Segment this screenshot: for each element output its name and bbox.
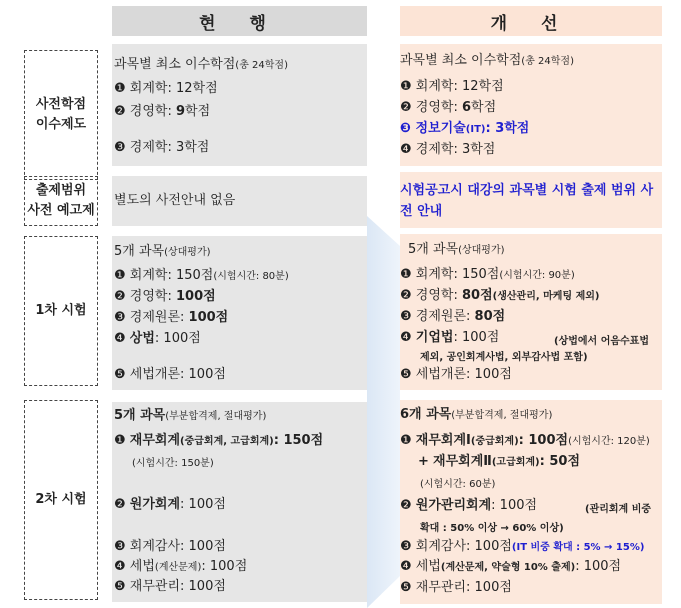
r1-new-item3-note: (IT) xyxy=(465,124,486,135)
row-label-second-exam: 2차 시험 xyxy=(24,400,98,600)
r1-cur-item2-val: 9 xyxy=(175,104,186,119)
r4-new-item3: 회계감사: 100점 xyxy=(415,539,512,554)
r3-new-item3-val: 80점 xyxy=(474,309,506,324)
r1-cur-title: 과목별 최소 이수학점 xyxy=(114,57,236,72)
num-2: ❷ xyxy=(400,288,412,303)
r3-cur-item4-val: : 100점 xyxy=(154,331,201,346)
num-1: ❶ xyxy=(400,267,412,282)
num-3: ❸ xyxy=(400,539,412,554)
r4-current-box xyxy=(112,402,367,602)
r1-cur-title-note: (총 24학점) xyxy=(235,60,288,71)
num-1: ❶ xyxy=(114,268,126,283)
r3-cur-item3-name: 경제원론: xyxy=(129,310,189,325)
r1-cur-item1: 회계학: 12학점 xyxy=(129,81,218,96)
r4-new-item4: 세법 xyxy=(415,559,441,574)
r4-new-item5: 재무관리: 100점 xyxy=(415,580,512,595)
r4-new-item1-name2: 재무회계Ⅱ xyxy=(433,454,492,469)
r3-new-item4-name: 기업법 xyxy=(415,330,454,345)
num-1: ❶ xyxy=(400,79,412,94)
r4-new-item1-val: : 100점 xyxy=(518,433,569,448)
r4-new-item1-note3: (고급회계) xyxy=(491,457,540,468)
r3-cur-item4-name: 상법 xyxy=(129,331,155,346)
r4-cur-item4-val: : 100점 xyxy=(201,559,248,574)
r1-new-item4: 경제학: 3학점 xyxy=(415,142,496,157)
num-1: ❶ xyxy=(114,81,126,96)
r3-new-item3-name: 경제원론: xyxy=(415,309,475,324)
r3-new-item1-note: (시험시간: 90분) xyxy=(499,270,575,281)
num-5: ❺ xyxy=(400,580,412,595)
r2-new-text: 시험공고시 대강의 과목별 시험 출제 범위 사전 안내 xyxy=(400,183,654,219)
r1-new-item3-name: 정보기술 xyxy=(415,121,466,136)
r3-new-item4-note: (상법에서 어음수표법 제외, 공인회계사법, 외부감사법 포함) xyxy=(420,336,649,363)
r1-new-item2-name: 경영학: xyxy=(415,100,462,115)
row-label-prerequisite: 사전학점 이수제도 xyxy=(24,50,98,180)
r1-current-box xyxy=(112,44,367,166)
r1-improved-box xyxy=(400,44,662,166)
r1-new-item2-val: 6 xyxy=(461,100,472,115)
num-5: ❺ xyxy=(114,579,126,594)
r3-cur-item2-val: 100점 xyxy=(175,289,216,304)
r3-new-title-note: (상대평가) xyxy=(458,245,505,256)
row-label-first-exam: 1차 시험 xyxy=(24,236,98,386)
r4-new-item1-val2: : 50점 xyxy=(539,454,580,469)
r4-cur-item2-name: 원가회계 xyxy=(129,497,181,512)
num-3: ❸ xyxy=(114,539,126,554)
num-2: ❷ xyxy=(400,100,412,115)
r2-improved-box xyxy=(400,172,662,228)
r3-improved-box xyxy=(400,234,662,390)
r4-new-title: 6개 과목 xyxy=(400,407,452,422)
r1-new-title: 과목별 최소 이수학점 xyxy=(400,53,522,68)
r4-new-title-note: (부분합격제, 절대평가) xyxy=(451,410,553,421)
num-3: ❸ xyxy=(114,310,126,325)
num-4: ❹ xyxy=(114,331,126,346)
r1-new-title-note: (총 24학점) xyxy=(521,56,574,67)
r4-new-item4-val: : 100점 xyxy=(575,559,622,574)
r3-cur-item1-note: (시험시간: 80분) xyxy=(213,271,289,282)
r4-cur-item4: 세법 xyxy=(129,559,155,574)
num-3: ❸ xyxy=(400,309,412,324)
r4-cur-title: 5개 과목 xyxy=(114,408,166,423)
r4-new-item3-note: (IT 비중 확대 : 5% → 15%) xyxy=(511,542,645,553)
r1-cur-item2-name: 경영학: xyxy=(129,104,176,119)
r4-improved-box xyxy=(400,400,662,604)
header-improved: 개 선 xyxy=(400,6,662,36)
r4-new-item4-note: (계산문제, 약술형 10% 출제) xyxy=(440,562,576,573)
r4-cur-title-note: (부분합격제, 절대평가) xyxy=(165,411,267,422)
r4-cur-item1-note2: (시험시간: 150분) xyxy=(132,458,214,469)
r4-cur-item1-val: : 150점 xyxy=(273,433,324,448)
row-label-scope-notice: 출제범위 사전 예고제 xyxy=(24,176,98,226)
num-2: ❷ xyxy=(114,289,126,304)
r3-new-item5: 세법개론: 100점 xyxy=(415,367,512,382)
num-2: ❷ xyxy=(114,497,126,512)
num-5: ❺ xyxy=(400,367,412,382)
r3-cur-title-note: (상대평가) xyxy=(164,247,211,258)
r4-new-item1-note: (중급회계) xyxy=(470,436,519,447)
num-4: ❹ xyxy=(400,559,412,574)
num-4: ❹ xyxy=(400,330,412,345)
r1-cur-item2-suffix: 학점 xyxy=(185,104,211,119)
r3-cur-item5: 세법개론: 100점 xyxy=(129,367,226,382)
r4-cur-item1-note: (중급회계, 고급회계) xyxy=(180,436,274,447)
r3-new-item4-val: : 100점 xyxy=(453,330,500,345)
r4-new-item1-plus: + xyxy=(418,454,429,469)
r3-new-item2-note: (생산관리, 마케팅 제외) xyxy=(492,291,600,302)
r3-new-title: 5개 과목 xyxy=(408,242,459,257)
r3-cur-item2-name: 경영학: xyxy=(129,289,176,304)
num-2: ❷ xyxy=(400,498,412,513)
header-current: 현 행 xyxy=(112,6,367,36)
r4-cur-item4-note: (계산문제) xyxy=(154,562,202,573)
r4-new-item2-val: : 100점 xyxy=(491,498,538,513)
num-1: ❶ xyxy=(400,433,412,448)
r1-new-item1: 회계학: 12학점 xyxy=(415,79,504,94)
r4-cur-item3: 회계감사: 100점 xyxy=(129,539,226,554)
num-3: ❸ xyxy=(114,140,126,155)
r4-cur-item2-val: : 100점 xyxy=(180,497,226,512)
num-4: ❹ xyxy=(400,142,412,157)
r4-new-item1-note2: (시험시간: 120분) xyxy=(568,436,650,447)
r4-cur-item1-name: 재무회계 xyxy=(129,433,181,448)
num-2: ❷ xyxy=(114,104,126,119)
r1-new-item3-val: : 3학점 xyxy=(485,121,530,136)
transition-arrow xyxy=(367,216,400,608)
r1-new-item2-suffix: 학점 xyxy=(471,100,497,115)
r4-cur-item5: 재무관리: 100점 xyxy=(129,579,226,594)
r4-new-item1-note4: (시험시간: 60분) xyxy=(420,479,496,490)
r4-new-item1-name: 재무회계Ⅰ xyxy=(415,433,471,448)
r2-current-box xyxy=(112,176,367,226)
num-3: ❸ xyxy=(400,121,412,136)
r1-cur-item3: 경제학: 3학점 xyxy=(129,140,210,155)
r3-new-item2-name: 경영학: xyxy=(415,288,462,303)
r3-current-box xyxy=(112,236,367,390)
num-5: ❺ xyxy=(114,367,126,382)
r4-new-item2-note: (관리회계 비중 확대 : 50% 이상 → 60% 이상) xyxy=(420,504,652,534)
r3-new-item2-val: 80점 xyxy=(461,288,493,303)
num-4: ❹ xyxy=(114,559,126,574)
r4-new-item2-name: 원가관리회계 xyxy=(415,498,492,513)
r2-cur-text: 별도의 사전안내 없음 xyxy=(114,193,236,208)
r3-cur-title: 5개 과목 xyxy=(114,244,165,259)
r3-cur-item3-val: 100점 xyxy=(188,310,229,325)
r3-cur-item1: 회계학: 150점 xyxy=(129,268,214,283)
num-1: ❶ xyxy=(114,433,126,448)
r3-new-item1: 회계학: 150점 xyxy=(415,267,500,282)
